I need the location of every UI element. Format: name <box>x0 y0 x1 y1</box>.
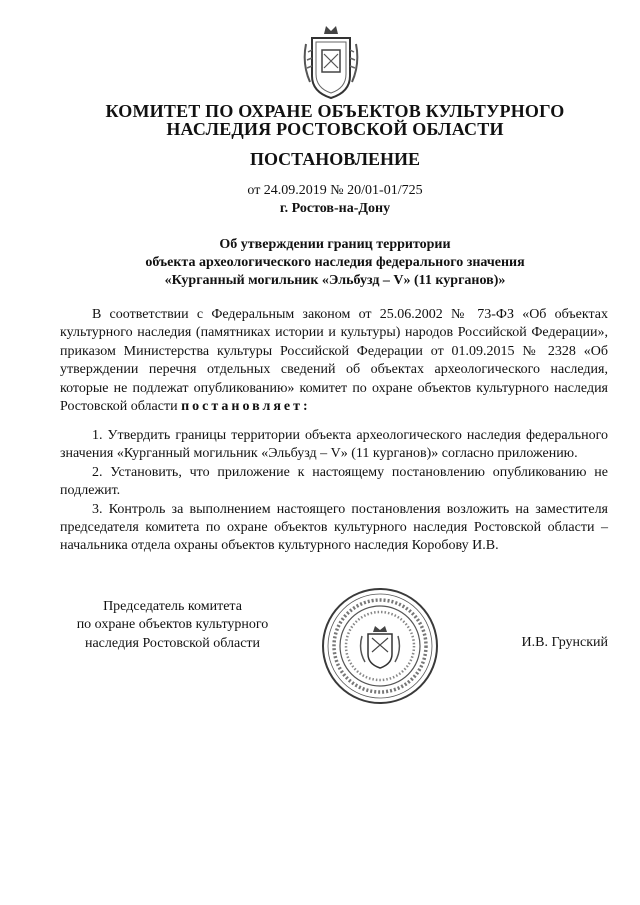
organization-name-line1: КОМИТЕТ ПО ОХРАНЕ ОБЪЕКТОВ КУЛЬТУРНОГО <box>105 101 565 121</box>
title-line1: Об утверждении границ территории <box>219 237 451 252</box>
decree-item-3: 3. Контроль за выполнением настоящего постановления возложить на заместителя председателя комитета по охране объектов культурного наследия Ростовской области – начальника отдела охраны объектов культурного наследия Коробову И.В. <box>60 501 608 554</box>
decree-item-1: 1. Утвердить границы территории объекта археологического наследия федерального значения «Курганный могильник «Эльбузд – V» (11 курганов)» согласно приложению. <box>60 428 608 462</box>
signer-position-line1: Председатель комитета <box>103 599 242 614</box>
title-line2: объекта археологического наследия федерального значения <box>145 255 525 270</box>
document-meta <box>40 182 630 218</box>
preamble-paragraph <box>60 306 608 416</box>
title-line3: «Курганный могильник «Эльбузд – V» (11 курганов)» <box>164 273 506 288</box>
document-title <box>40 236 630 290</box>
signer-position <box>60 598 285 653</box>
signer-position-line3: наследия Ростовской области <box>84 635 261 651</box>
organization-name-line2: НАСЛЕДИЯ РОСТОВСКОЙ ОБЛАСТИ <box>166 119 504 139</box>
date-number: от 24.09.2019 № 20/01-01/725 <box>247 183 423 198</box>
city: г. Ростов-на-Дону <box>279 201 391 216</box>
organization-name <box>40 102 630 138</box>
decree-item-2: 2. Установить, что приложение к настоящему постановлению опубликованию не подлежит. <box>60 464 608 499</box>
decree-items <box>60 427 608 556</box>
signer-name: И.В. Грунский <box>521 635 608 650</box>
preamble-text: В соответствии с Федеральным законом от 25.06.2002 № 73-ФЗ «Об объектах культурного наследия (памятниках истории и культуры) народов Российской Федерации», приказом Министерства культуры Российской Федерации от 01.09.2015 № 2328 «Об утверждении перечня отдельных сведений об объектах археологического наследия, которые не подлежат опубликованию» комитет по охране объектов культурного наследия Ростовской области <box>60 307 608 415</box>
document-type: ПОСТАНОВЛЕНИЕ <box>249 149 421 169</box>
decree-word: постановляет: <box>181 399 311 415</box>
coat-of-arms-icon <box>302 24 360 102</box>
official-seal-icon <box>320 586 440 706</box>
signer-position-line2: по охране объектов культурного <box>76 617 269 633</box>
preamble <box>60 306 608 416</box>
